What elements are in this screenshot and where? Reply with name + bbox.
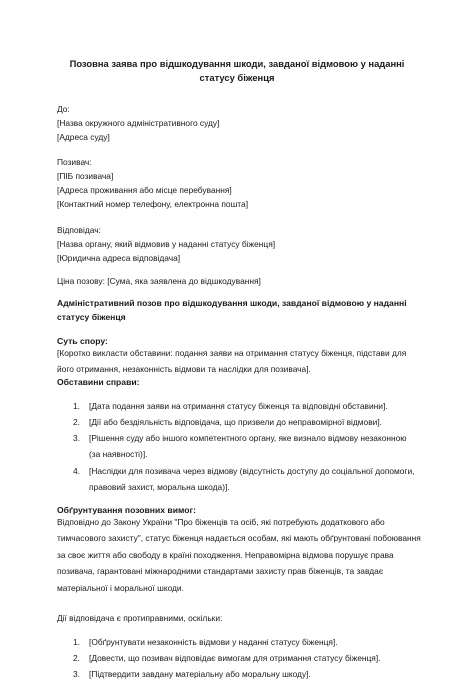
list-item-text: [Довести, що позивач відповідає вимогам для отримання статусу біженця]. [89,653,381,663]
grounds-heading: Обґрунтування позовних вимог: [57,505,196,515]
circumstances-heading: Обставини справи: [57,377,140,387]
claim-heading: Адміністративний позов про відшкодування шкоди, завданої відмовою у наданні статусу біженця [57,298,407,322]
list-item-text: [Обґрунтувати незаконність відмови у наданні статусу біженця]. [89,637,338,647]
list-item-number: 2. [73,653,80,663]
plaintiff-name: [ПІБ позивача] [57,171,114,181]
list-item-number: 4. [73,466,80,476]
defendant-address: [Юридична адреса відповідача] [57,253,181,263]
addressee-label: До: [57,104,70,114]
list-item-text: [Наслідки для позивача через відмову (відсутність доступу до соціальної допомоги, правовий захист, моральна шкода)]. [89,466,415,493]
court-name: [Назва окружного адміністративного суду] [57,118,220,128]
list-item-number: 1. [73,401,80,411]
plaintiff-label: Позивач: [57,157,92,167]
list-item-text: [Дії або бездіяльність відповідача, що призвели до неправомірної відмови]. [89,417,382,427]
list-item-number: 3. [73,669,80,679]
claim-price: Ціна позову: [Сума, яка заявлена до відшкодування] [57,276,261,286]
unlawful-intro: Дії відповідача є протиправними, оскільки: [57,613,223,623]
list-item-number: 1. [73,637,80,647]
court-address: [Адреса суду] [57,132,110,142]
essence-heading: Суть спору: [57,336,108,346]
list-item-number: 3. [73,433,80,443]
grounds-text: Відповідно до Закону України "Про біженців та осіб, які потребують додаткового або тимчасового захисту", статус біженця надається особам, які мають обґрунтовані побоювання за своє життя або свободу в країні походження. Неправомірна відмова порушує права позивача, гарантовані міжнародними стандартами захисту прав біженців, та завдає матеріальної і моральної шкоди. [57,517,421,593]
plaintiff-contacts: [Контактний номер телефону, електронна пошта] [57,199,249,209]
list-item-text: [Рішення суду або іншого компетентного органу, яке визнало відмову незаконною (за наявності)]. [89,433,407,460]
list-item-text: [Підтвердити завдану матеріальну або моральну шкоду]. [89,669,311,679]
essence-text: [Коротко викласти обставини: подання заяви на отримання статусу біженця, підстави для його отримання, незаконність відмови та наслідки для позивача]. [57,348,407,375]
defendant-label: Відповідач: [57,225,101,235]
list-item-text: [Дата подання заяви на отримання статусу біженця та відповідні обставини]. [89,401,388,411]
defendant-name: [Назва органу, який відмовив у наданні статусу біженця] [57,239,276,249]
list-item-number: 2. [73,417,80,427]
plaintiff-address: [Адреса проживання або місце перебування] [57,185,232,195]
document-title: Позовна заява про відшкодування шкоди, завданої відмовою у наданні статусу біженця [69,58,405,83]
